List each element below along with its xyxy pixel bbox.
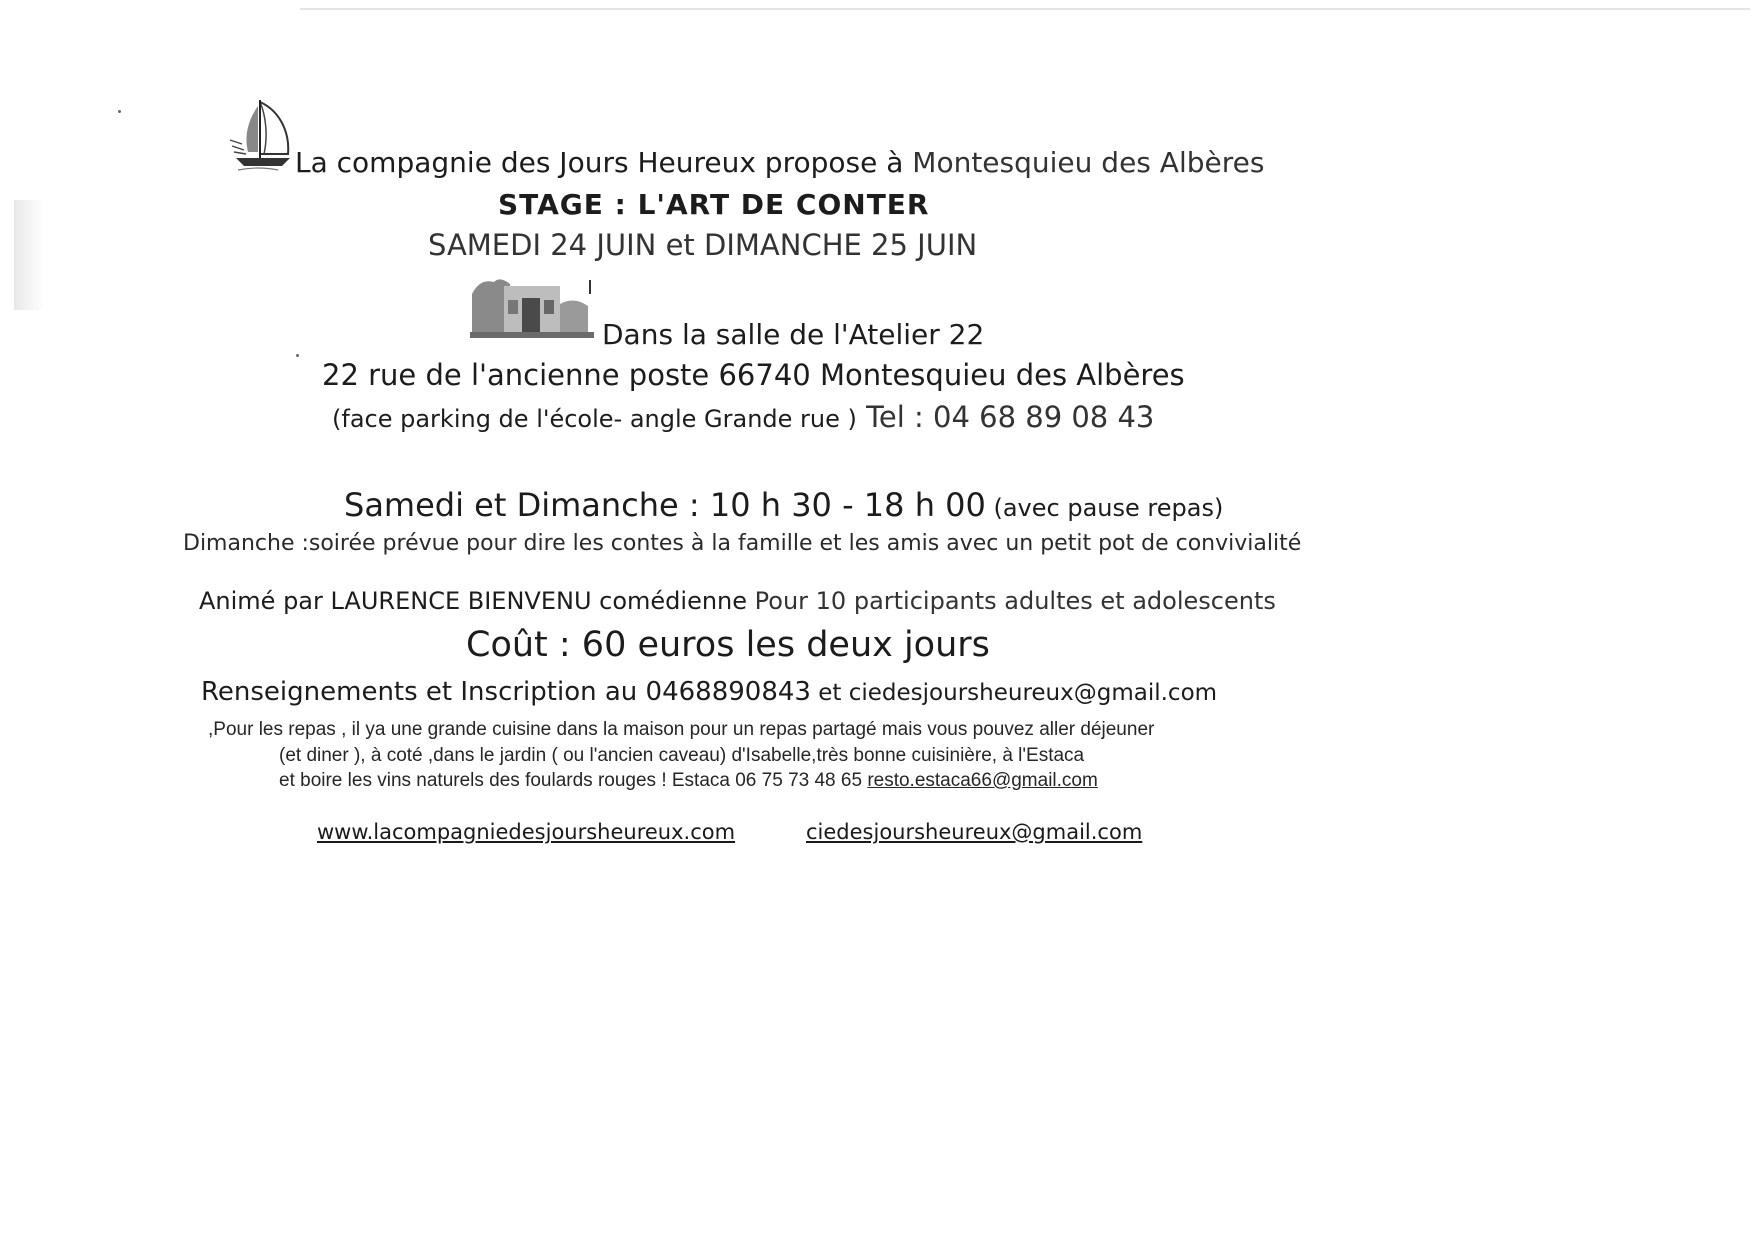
host-line xyxy=(199,587,1276,615)
contact-email: et ciedesjoursheureux@gmail.com xyxy=(810,680,1218,706)
meals-line-1: ,Pour les repas , il ya une grande cuisine dans la maison pour un repas partagé mais vous pouvez aller déjeuner xyxy=(208,719,1155,740)
venue-tel: Tel : 04 68 89 08 43 xyxy=(856,400,1155,434)
meals-line-3-text: et boire les vins naturels des foulards rouges ! Estaca 06 75 73 48 65 xyxy=(279,770,868,791)
host-participants: Pour 10 participants adultes et adolescents xyxy=(754,587,1276,615)
estaca-email-link[interactable]: resto.estaca66@gmail.com xyxy=(867,770,1098,791)
stage-dates: SAMEDI 24 JUIN et DIMANCHE 25 JUIN xyxy=(428,228,978,262)
venue-landmark: (face parking de l'école- angle Grande rue ) xyxy=(332,405,857,433)
intro-line xyxy=(295,146,1264,179)
email-link[interactable]: ciedesjoursheureux@gmail.com xyxy=(806,820,1143,844)
intro-text: La compagnie des Jours Heureux propose à xyxy=(295,146,913,179)
sailboat-logo-icon xyxy=(228,96,298,176)
venue-address: 22 rue de l'ancienne poste 66740 Montesquieu des Albères xyxy=(322,358,1185,392)
scan-edge xyxy=(300,8,1750,10)
meals-line-3 xyxy=(279,770,1098,792)
contact-line xyxy=(201,677,1217,707)
venue-hall: Dans la salle de l'Atelier 22 xyxy=(602,318,985,351)
schedule-line xyxy=(344,486,1223,524)
atelier-building-photo xyxy=(470,274,594,340)
intro-place: Montesquieu des Albères xyxy=(912,146,1265,179)
scan-speck xyxy=(118,110,121,113)
scan-speck xyxy=(296,354,299,357)
stage-title: STAGE : L'ART DE CONTER xyxy=(498,188,930,221)
meals-line-2: (et diner ), à coté ,dans le jardin ( ou l'ancien caveau) d'Isabelle,très bonne cuisinière, à l'Estaca xyxy=(279,745,1085,766)
cost-line: Coût : 60 euros les deux jours xyxy=(466,625,990,665)
schedule-note: (avec pause repas) xyxy=(985,494,1224,522)
scan-shadow xyxy=(14,200,44,310)
venue-landmark-line xyxy=(332,400,1154,434)
host-by: Animé par LAURENCE BIENVENU comédienne xyxy=(199,587,755,615)
contact-label: Renseignements et Inscription au 0468890843 xyxy=(201,677,811,707)
schedule-hours: Samedi et Dimanche : 10 h 30 - 18 h 00 xyxy=(344,486,986,524)
website-link[interactable]: www.lacompagniedesjoursheureux.com xyxy=(317,820,736,844)
schedule-evening: Dimanche :soirée prévue pour dire les contes à la famille et les amis avec un petit pot de convivialité xyxy=(183,531,1302,556)
